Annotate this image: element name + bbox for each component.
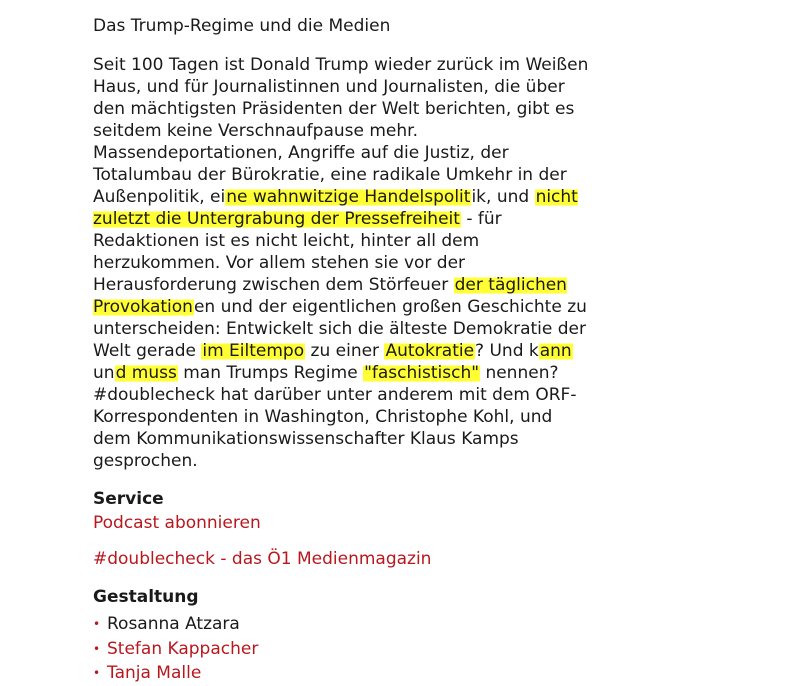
body-text-segment: - für Redaktionen ist es nicht leicht, hinter all dem herzukommen. Vor allem stehen sie vor der Herausforderung zwischen dem Störfeuer — [93, 209, 502, 295]
service-heading: Service — [93, 489, 164, 509]
highlighted-text: der täglichen Provokation — [93, 275, 567, 317]
highlighted-text: im Eiltempo — [202, 341, 305, 361]
article-body — [93, 54, 593, 472]
article-title-text: Das Trump-Regime und die Medien — [93, 16, 391, 36]
highlighted-text: "faschistisch" — [364, 363, 480, 383]
body-text-segment: nennen? #doublecheck hat darüber unter anderem mit dem ORF-Korrespondenten in Washington, Christophe Kohl, und dem Kommunikationswissenschafter Klaus Kamps gesprochen. — [93, 363, 577, 471]
body-text-segment: Seit 100 Tagen ist Donald Trump wieder zurück im Weißen Haus, und für Journalistinnen und Journalisten, die über den mächtigsten Präsidenten der Welt berichten, gibt es seitdem keine Verschnaufpause mehr. Massendeportationen, Angriffe auf die Justiz, der Totalumbau der Bürokratie, eine radikale Umkehr in der Außenpolitik, ei — [93, 55, 589, 207]
credit-name: Rosanna Atzara — [107, 614, 240, 634]
article-title — [93, 12, 390, 40]
highlighted-text: Autokratie — [385, 341, 475, 361]
highlighted-text: d muss — [115, 363, 177, 383]
credit-name-link[interactable]: Stefan Kappacher — [107, 638, 259, 659]
highlighted-text: ne wahnwitzige Handelspolit — [226, 187, 471, 207]
body-text-segment: zu einer — [305, 341, 385, 361]
credits-heading: Gestaltung — [93, 587, 199, 607]
credit-item[interactable] — [93, 661, 593, 686]
body-text-segment: ? Und k — [475, 341, 539, 361]
body-text-segment: ik, und — [471, 187, 535, 207]
highlighted-text: nicht zuletzt die Untergrabung der Pressefreiheit — [93, 187, 578, 229]
credit-item — [93, 612, 593, 637]
body-text-segment: en und der eigentlichen großen Geschichte zu unterscheiden: Entwickelt sich die älteste Demokratie der Welt gerade — [93, 297, 587, 361]
article — [93, 12, 593, 686]
body-text-segment: un — [93, 363, 115, 383]
credits-list — [93, 612, 593, 686]
highlighted-text: ann — [539, 341, 572, 361]
podcast-subscribe-link[interactable]: Podcast abonnieren — [93, 513, 261, 533]
credit-name-link[interactable]: Tanja Malle — [107, 663, 202, 683]
body-text-segment: man Trumps Regime — [177, 363, 364, 383]
doublecheck-magazine-link[interactable]: #doublecheck - das Ö1 Medienmagazin — [93, 549, 432, 569]
credit-item[interactable] — [93, 637, 593, 662]
